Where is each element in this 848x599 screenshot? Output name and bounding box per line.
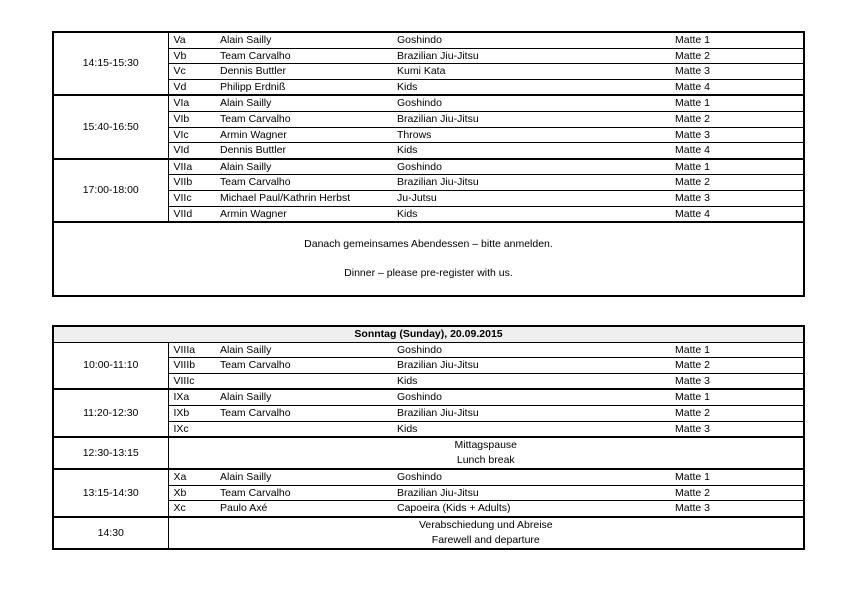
mat-number: Matte 3 — [670, 421, 804, 437]
session-code: VIc — [168, 127, 215, 143]
sunday-schedule-table — [52, 325, 805, 550]
mat-number: Matte 3 — [670, 64, 804, 80]
time-slot: 15:40-16:50 — [53, 95, 168, 158]
session-code: Xc — [168, 501, 215, 517]
topic-name: Brazilian Jiu-Jitsu — [392, 485, 670, 501]
session-code: VIIa — [168, 159, 215, 175]
trainer-name: Alain Sailly — [215, 159, 392, 175]
session-code: IXc — [168, 421, 215, 437]
mat-number: Matte 4 — [670, 79, 804, 95]
sunday-schedule-body — [53, 342, 804, 437]
topic-name: Kids — [392, 421, 670, 437]
mat-number: Matte 2 — [670, 111, 804, 127]
trainer-name: Team Carvalho — [215, 175, 392, 191]
mat-number: Matte 3 — [670, 127, 804, 143]
session-code: VIIIc — [168, 373, 215, 389]
farewell-cell — [168, 517, 804, 549]
trainer-name: Team Carvalho — [215, 485, 392, 501]
farewell-german: Verabschiedung und Abreise — [418, 518, 553, 531]
topic-name: Goshindo — [392, 469, 670, 485]
topic-name: Brazilian Jiu-Jitsu — [392, 175, 670, 191]
session-code: VIa — [168, 95, 215, 111]
trainer-name: Dennis Buttler — [215, 143, 392, 159]
saturday-schedule-table — [52, 31, 805, 297]
mat-number: Matte 2 — [670, 485, 804, 501]
trainer-name: Team Carvalho — [215, 111, 392, 127]
topic-name: Kumi Kata — [392, 64, 670, 80]
session-code: VIIb — [168, 175, 215, 191]
topic-name: Brazilian Jiu-Jitsu — [392, 111, 670, 127]
mat-number: Matte 1 — [670, 389, 804, 405]
topic-name: Goshindo — [392, 389, 670, 405]
dinner-note-german: Danach gemeinsames Abendessen – bitte anmelden. — [304, 238, 553, 251]
mat-number: Matte 2 — [670, 405, 804, 421]
session-code: Vc — [168, 64, 215, 80]
trainer-name: Armin Wagner — [215, 127, 392, 143]
lunch-break-cell — [168, 437, 804, 469]
dinner-note-row — [53, 222, 804, 296]
trainer-name: Alain Sailly — [215, 32, 392, 48]
session-code: Xb — [168, 485, 215, 501]
session-code: VIIIa — [168, 342, 215, 358]
mat-number: Matte 3 — [670, 501, 804, 517]
schedule-row — [53, 389, 804, 405]
session-code: Va — [168, 32, 215, 48]
topic-name: Kids — [392, 206, 670, 222]
trainer-name: Dennis Buttler — [215, 64, 392, 80]
schedule-row — [53, 32, 804, 48]
trainer-name: Alain Sailly — [215, 389, 392, 405]
topic-name: Brazilian Jiu-Jitsu — [392, 48, 670, 64]
mat-number: Matte 1 — [670, 469, 804, 485]
trainer-name: Team Carvalho — [215, 405, 392, 421]
topic-name: Brazilian Jiu-Jitsu — [392, 358, 670, 374]
mat-number: Matte 2 — [670, 358, 804, 374]
topic-name: Kids — [392, 373, 670, 389]
schedule-row — [53, 469, 804, 485]
trainer-name — [215, 421, 392, 437]
trainer-name: Michael Paul/Kathrin Herbst — [215, 190, 392, 206]
trainer-name — [215, 373, 392, 389]
trainer-name: Philipp Erdniß — [215, 79, 392, 95]
session-code: VIIIb — [168, 358, 215, 374]
trainer-name: Armin Wagner — [215, 206, 392, 222]
trainer-name: Alain Sailly — [215, 95, 392, 111]
lunch-time: 12:30-13:15 — [53, 437, 168, 469]
topic-name: Goshindo — [392, 159, 670, 175]
topic-name: Capoeira (Kids + Adults) — [392, 501, 670, 517]
dinner-note — [53, 222, 804, 296]
session-code: Vb — [168, 48, 215, 64]
session-code: Xa — [168, 469, 215, 485]
time-slot: 13:15-14:30 — [53, 469, 168, 517]
sunday-title-row — [53, 326, 804, 342]
mat-number: Matte 3 — [670, 373, 804, 389]
trainer-name: Paulo Axé — [215, 501, 392, 517]
saturday-schedule-body — [53, 32, 804, 222]
time-slot: 17:00-18:00 — [53, 159, 168, 222]
trainer-name: Alain Sailly — [215, 469, 392, 485]
trainer-name: Alain Sailly — [215, 342, 392, 358]
mat-number: Matte 1 — [670, 32, 804, 48]
mat-number: Matte 4 — [670, 206, 804, 222]
session-code: VId — [168, 143, 215, 159]
lunch-english: Lunch break — [456, 454, 515, 467]
lunch-german: Mittagspause — [454, 439, 517, 452]
trainer-name: Team Carvalho — [215, 358, 392, 374]
mat-number: Matte 4 — [670, 143, 804, 159]
mat-number: Matte 3 — [670, 190, 804, 206]
time-slot: 10:00-11:10 — [53, 342, 168, 389]
farewell-row — [53, 517, 804, 549]
session-code: IXb — [168, 405, 215, 421]
mat-number: Matte 1 — [670, 95, 804, 111]
topic-name: Goshindo — [392, 95, 670, 111]
topic-name: Goshindo — [392, 32, 670, 48]
topic-name: Kids — [392, 79, 670, 95]
farewell-english: Farewell and departure — [431, 533, 540, 546]
schedule-row — [53, 342, 804, 358]
topic-name: Brazilian Jiu-Jitsu — [392, 405, 670, 421]
schedule-row — [53, 159, 804, 175]
session-code: VIIc — [168, 190, 215, 206]
mat-number: Matte 1 — [670, 159, 804, 175]
topic-name: Kids — [392, 143, 670, 159]
mat-number: Matte 1 — [670, 342, 804, 358]
farewell-time: 14:30 — [53, 517, 168, 549]
sunday-title: Sonntag (Sunday), 20.09.2015 — [53, 326, 804, 342]
lunch-row — [53, 437, 804, 469]
topic-name: Ju-Jutsu — [392, 190, 670, 206]
session-code: VIb — [168, 111, 215, 127]
mat-number: Matte 2 — [670, 48, 804, 64]
schedule-row — [53, 95, 804, 111]
afternoon-schedule-body — [53, 469, 804, 517]
dinner-note-english: Dinner – please pre-register with us. — [344, 267, 513, 280]
trainer-name: Team Carvalho — [215, 48, 392, 64]
session-code: VIId — [168, 206, 215, 222]
topic-name: Goshindo — [392, 342, 670, 358]
session-code: Vd — [168, 79, 215, 95]
time-slot: 14:15-15:30 — [53, 32, 168, 95]
mat-number: Matte 2 — [670, 175, 804, 191]
time-slot: 11:20-12:30 — [53, 389, 168, 437]
session-code: IXa — [168, 389, 215, 405]
topic-name: Throws — [392, 127, 670, 143]
